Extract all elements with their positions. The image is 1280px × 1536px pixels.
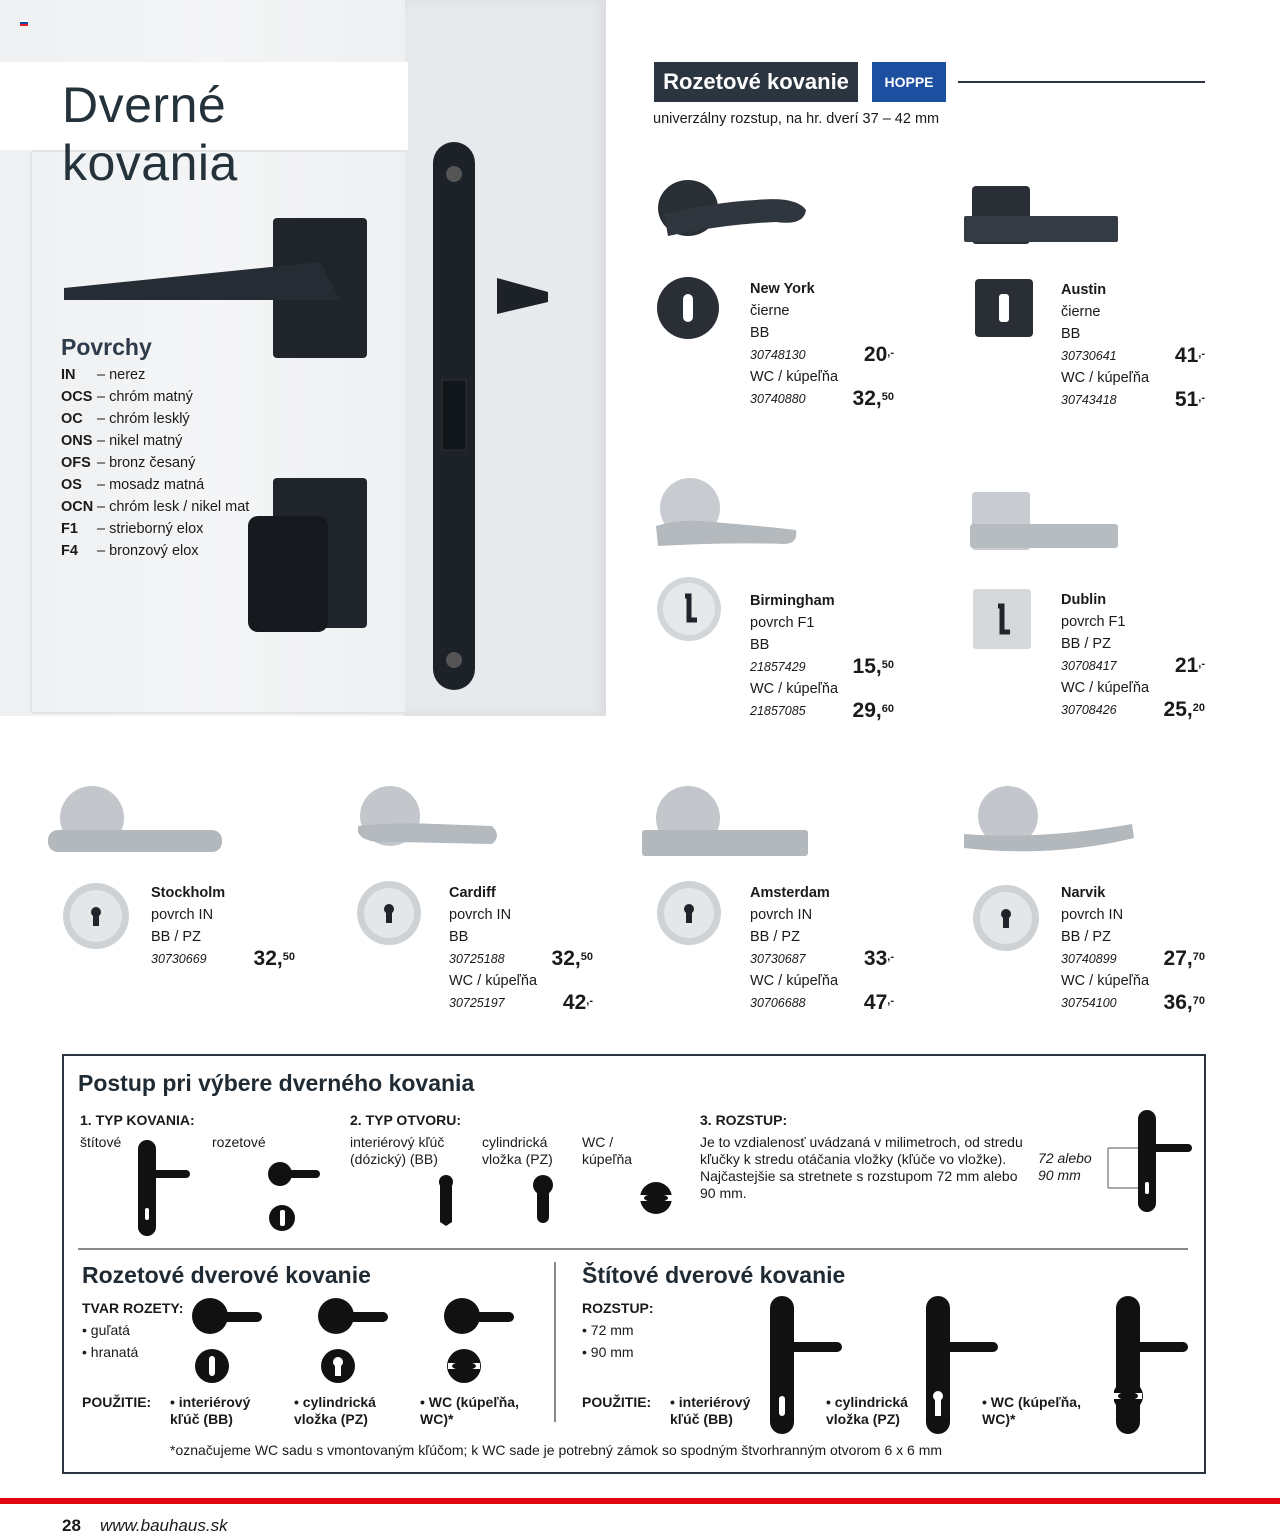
handle-birmingham-image xyxy=(652,478,800,550)
title-box xyxy=(0,62,408,191)
handle-stockholm-image xyxy=(48,786,224,856)
article-number: 30730669 xyxy=(151,952,207,966)
article-number: 30725188 xyxy=(449,952,505,966)
stit-use-wc: • WC (kúpeľňa, WC)* xyxy=(982,1394,1081,1427)
povrchy-row: OC – chróm lesklý xyxy=(61,411,190,427)
article-number: 30706688 xyxy=(750,996,806,1010)
product-stockholm xyxy=(151,882,295,970)
price: 51,- xyxy=(1174,388,1205,411)
rozeta-use-label: POUŽITIE: xyxy=(82,1394,152,1410)
pz-cylinder-icon xyxy=(532,1174,554,1226)
selection-guide xyxy=(62,1054,1206,1474)
stit-title: Štítové dverové kovanie xyxy=(582,1262,846,1288)
brand-logo: HOPPE xyxy=(872,62,946,102)
step2-option-b: cylindrická vložka (PZ) xyxy=(482,1134,553,1167)
step2-title: 2. TYP OTVORU: xyxy=(350,1112,461,1128)
povrchy-row: OCS – chróm matný xyxy=(61,389,193,405)
povrchy-row: OS – mosadz matná xyxy=(61,477,205,493)
article-number: 30725197 xyxy=(449,996,505,1010)
article-number: 30743418 xyxy=(1061,393,1117,407)
product-austin xyxy=(1061,279,1205,411)
rosette-pz-icon xyxy=(318,1296,390,1386)
povrchy-row: IN – nerez xyxy=(61,367,146,383)
povrchy-row: OFS – bronz česaný xyxy=(61,455,196,471)
povrchy-title: Povrchy xyxy=(61,334,152,360)
product-finish: povrch IN xyxy=(449,907,512,923)
step1-option-a: štítové xyxy=(80,1134,122,1150)
price: 32,50 xyxy=(253,947,295,970)
plate-bb-icon xyxy=(768,1296,844,1436)
stit-spacing-72: • 72 mm xyxy=(582,1322,634,1338)
rozeta-use-pz: • cylindrická vložka (PZ) xyxy=(294,1394,376,1427)
variant-label: BB xyxy=(1061,326,1081,342)
povrchy-row: F4 – bronzový elox xyxy=(61,543,199,559)
rose-newyork-image xyxy=(656,276,720,340)
plate-pz-icon xyxy=(924,1296,1000,1436)
variant-label: BB xyxy=(750,325,770,341)
product-dublin xyxy=(1061,589,1205,721)
article-number: 30754100 xyxy=(1061,996,1117,1010)
rozeta-title: Rozetové dverové kovanie xyxy=(82,1262,371,1288)
handle-austin-image xyxy=(964,184,1120,246)
article-number: 21857429 xyxy=(750,660,806,674)
dimension-label: 72 alebo 90 mm xyxy=(1038,1150,1092,1183)
variant-label: WC / kúpeľňa xyxy=(1061,680,1150,696)
rozeta-shape-square: • hranatá xyxy=(82,1344,139,1360)
price: 41,- xyxy=(1174,344,1205,367)
variant-label: WC / kúpeľňa xyxy=(750,369,839,385)
price: 29,60 xyxy=(852,699,894,722)
product-finish: povrch IN xyxy=(151,907,214,923)
product-finish: povrch F1 xyxy=(750,615,815,631)
price: 36,70 xyxy=(1163,991,1205,1014)
rozeta-shape-label: TVAR ROZETY: xyxy=(82,1300,184,1316)
stit-use-pz: • cylindrická vložka (PZ) xyxy=(826,1394,908,1427)
variant-label: BB / PZ xyxy=(151,929,201,945)
guide-title: Postup pri výbere dverného kovania xyxy=(78,1070,475,1096)
stit-use-bb: • interiérový kľúč (BB) xyxy=(670,1394,751,1427)
step3-title: 3. ROZSTUP: xyxy=(700,1112,788,1128)
variant-label: BB / PZ xyxy=(1061,636,1111,652)
rose-stockholm-image xyxy=(62,882,130,950)
variant-label: BB / PZ xyxy=(750,929,800,945)
product-name: Stockholm xyxy=(151,885,226,901)
price: 33,- xyxy=(863,947,894,970)
article-number: 30730641 xyxy=(1061,349,1117,363)
rosette-handle-icon xyxy=(268,1160,322,1234)
variant-label: WC / kúpeľňa xyxy=(449,973,538,989)
product-finish: čierne xyxy=(1061,304,1101,320)
flag-icon xyxy=(20,20,28,26)
product-finish: povrch F1 xyxy=(1061,614,1126,630)
variant-label: WC / kúpeľňa xyxy=(750,681,839,697)
rose-birmingham-image xyxy=(656,576,722,642)
product-name: Austin xyxy=(1061,282,1107,298)
product-name: New York xyxy=(750,281,815,297)
handle-amsterdam-image xyxy=(642,786,810,858)
price: 21,- xyxy=(1174,654,1205,677)
product-finish: povrch IN xyxy=(1061,907,1124,923)
plate-handle-icon xyxy=(136,1140,192,1238)
variant-label: WC / kúpeľňa xyxy=(1061,370,1150,386)
price: 32,50 xyxy=(852,387,894,410)
handle-newyork-image xyxy=(656,178,808,244)
rose-austin-image xyxy=(974,278,1034,338)
stit-spacing-label: ROZSTUP: xyxy=(582,1300,654,1316)
rose-amsterdam-image xyxy=(656,880,722,946)
handle-narvik-image xyxy=(962,786,1136,858)
step2-option-c: WC / kúpeľňa xyxy=(582,1134,633,1167)
price: 20,- xyxy=(863,343,894,366)
rose-cardiff-image xyxy=(356,880,422,946)
site-link[interactable]: www.bauhaus.sk xyxy=(100,1516,228,1535)
price: 32,50 xyxy=(551,947,593,970)
variant-label: BB xyxy=(750,637,770,653)
rozeta-use-wc: • WC (kúpeľňa, WC)* xyxy=(420,1394,519,1427)
product-birmingham xyxy=(750,590,894,722)
product-amsterdam xyxy=(750,882,894,1014)
variant-label: WC / kúpeľňa xyxy=(750,973,839,989)
step3-text: Je to vzdialenosť uvádzaná v milimetroch, od stredu kľučky k stredu otáčania vložky (kľúče vo vložke). Najčastejšie sa stretnete s rozstupom 72 mm alebo 90 mm. xyxy=(700,1134,1023,1201)
product-name: Amsterdam xyxy=(750,885,830,901)
rozeta-use-bb: • interiérový kľúč (BB) xyxy=(170,1394,251,1427)
section-subtitle: univerzálny rozstup, na hr. dverí 37 – 42 mm xyxy=(653,111,940,127)
product-newyork xyxy=(750,278,894,410)
rosette-wc-icon xyxy=(444,1296,516,1386)
header-divider xyxy=(958,81,1205,83)
price: 27,70 xyxy=(1163,947,1205,970)
category-label: Rozetové kovanie xyxy=(654,62,858,102)
product-cardiff xyxy=(449,882,593,1014)
product-finish: čierne xyxy=(750,303,790,319)
article-number: 30740899 xyxy=(1061,952,1117,966)
article-number: 30740880 xyxy=(750,392,806,406)
product-narvik xyxy=(1061,882,1205,1014)
guide-column-divider xyxy=(554,1262,556,1422)
product-name: Dublin xyxy=(1061,592,1107,608)
bb-keyhole-icon xyxy=(436,1174,456,1226)
variant-label: BB xyxy=(449,929,469,945)
price: 42,- xyxy=(562,991,593,1014)
spacing-diagram-icon xyxy=(1104,1110,1194,1214)
product-name: Narvik xyxy=(1061,885,1106,901)
variant-label: WC / kúpeľňa xyxy=(1061,973,1150,989)
price: 25,20 xyxy=(1163,698,1205,721)
footnote: *označujeme WC sadu s vmontovaným kľúčom; k WC sade je potrebný zámok so spodným štvorhranným otvorom 6 x 6 mm xyxy=(170,1442,943,1458)
product-name: Birmingham xyxy=(750,593,835,609)
handle-cardiff-image xyxy=(356,786,502,852)
povrchy-row: F1 – strieborný elox xyxy=(61,521,204,537)
page-title: Dverné kovania xyxy=(62,77,238,191)
footer-rule xyxy=(0,1498,1280,1504)
stit-spacing-90: • 90 mm xyxy=(582,1344,634,1360)
povrchy-list xyxy=(61,364,249,562)
rose-dublin-image xyxy=(972,588,1032,650)
article-number: 21857085 xyxy=(750,704,806,718)
product-name: Cardiff xyxy=(449,885,496,901)
rozeta-shape-round: • guľatá xyxy=(82,1322,130,1338)
step2-option-a: interiérový kľúč (dózický) (BB) xyxy=(350,1134,445,1167)
variant-label: BB / PZ xyxy=(1061,929,1111,945)
step1-option-b: rozetové xyxy=(212,1134,266,1150)
article-number: 30708426 xyxy=(1061,703,1117,717)
wc-lock-icon xyxy=(638,1180,674,1216)
product-finish: povrch IN xyxy=(750,907,813,923)
price: 47,- xyxy=(863,991,894,1014)
page-number: 28 xyxy=(62,1516,81,1535)
price: 15,50 xyxy=(852,655,894,678)
article-number: 30730687 xyxy=(750,952,806,966)
povrchy-row: ONS – nikel matný xyxy=(61,433,183,449)
plate-wc-icon xyxy=(1114,1296,1190,1436)
stit-use-label: POUŽITIE: xyxy=(582,1394,652,1410)
article-number: 30748130 xyxy=(750,348,806,362)
povrchy-row: OCN – chróm lesk / nikel mat xyxy=(61,499,250,515)
handle-dublin-image xyxy=(970,490,1120,552)
rosette-bb-icon xyxy=(192,1296,264,1386)
step1-title: 1. TYP KOVANIA: xyxy=(80,1112,195,1128)
rose-narvik-image xyxy=(972,884,1040,952)
guide-divider xyxy=(78,1248,1188,1250)
article-number: 30708417 xyxy=(1061,659,1117,673)
